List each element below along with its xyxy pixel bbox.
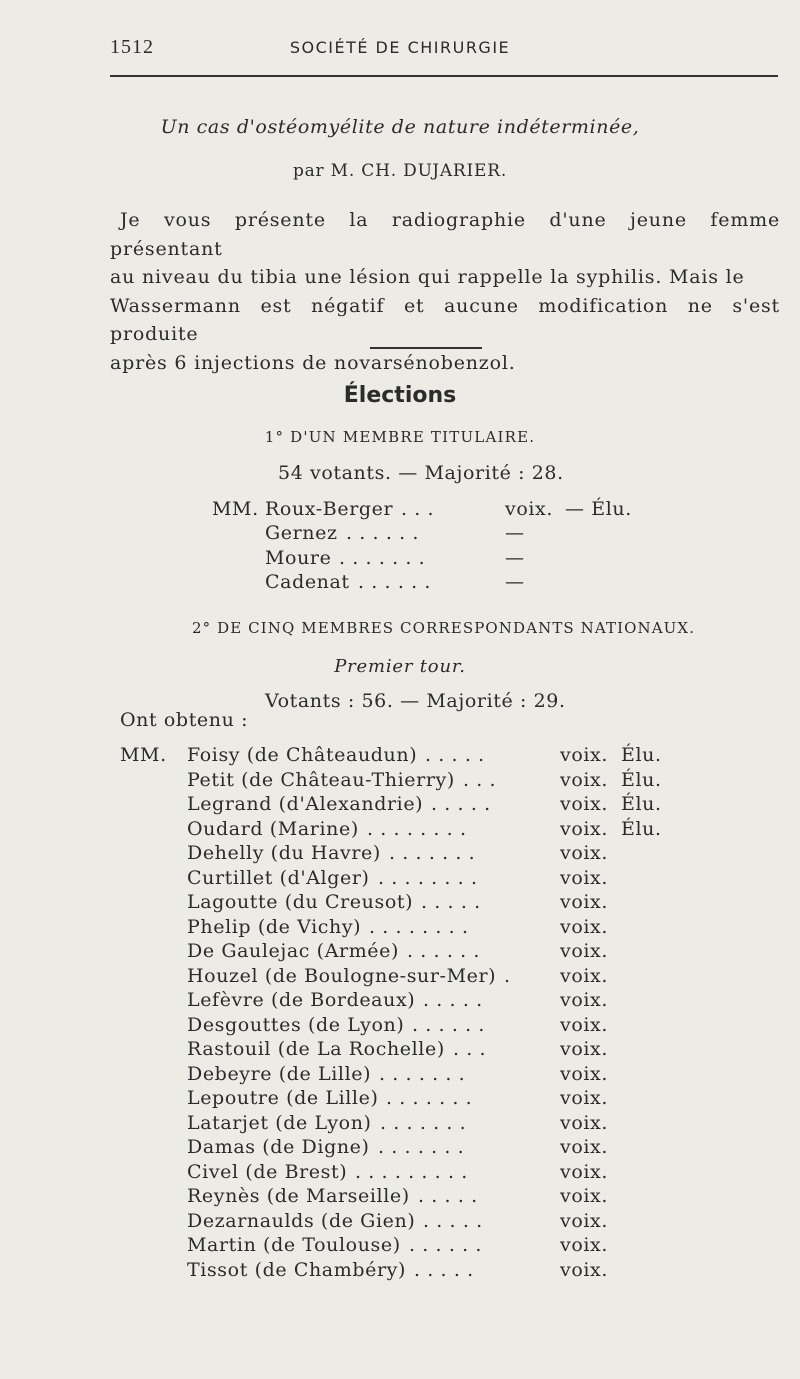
candidate-name: Phelip (de Vichy)	[187, 915, 362, 938]
elected-status: Élu.	[621, 768, 662, 791]
candidate-name: Legrand (d'Alexandrie)	[187, 793, 424, 815]
article-paragraph	[110, 206, 780, 377]
elected-status: Élu.	[621, 793, 662, 815]
leader-dots: . . . . . . . .	[369, 915, 469, 938]
vote-unit: voix.	[560, 817, 609, 840]
candidate-name: Curtillet (d'Alger)	[187, 866, 370, 889]
leader-dots: . . .	[453, 1038, 487, 1060]
vote-unit: voix.	[560, 768, 609, 791]
candidate-name: Foisy (de Châteaudun)	[187, 744, 418, 766]
leader-dots: . . . . . .	[409, 1234, 483, 1256]
vote-unit: voix.	[560, 915, 609, 938]
candidate-name: Petit (de Château-Thierry)	[187, 768, 455, 791]
running-head: SOCIÉTÉ DE CHIRURGIE	[289, 38, 511, 57]
leader-dots: . . . . . .	[346, 522, 420, 545]
vote-unit: —	[505, 570, 525, 593]
leader-dots: . . . . . .	[412, 1013, 486, 1036]
vote-unit: voix.	[560, 793, 609, 815]
candidate-name: Debeyre (de Lille)	[187, 1062, 372, 1085]
leader-dots: . . . . . . .	[389, 842, 476, 864]
vote-unit: voix.	[560, 1160, 609, 1183]
leader-dots: . . .	[401, 498, 435, 520]
page-number: 1512	[110, 36, 154, 58]
vote-unit: voix.	[560, 1013, 609, 1036]
elected-status: — Élu.	[565, 498, 632, 520]
paragraph-line: au niveau du tibia une lésion qui rappelle la syphilis. Mais le	[110, 266, 745, 288]
vote-unit: voix.	[560, 744, 609, 766]
obtained-label: Ont obtenu :	[120, 709, 249, 731]
article-author: par M. CH. DUJARIER.	[292, 161, 508, 181]
vote-unit: —	[505, 546, 525, 569]
vote-unit: voix.	[560, 1111, 609, 1134]
leader-dots: . . . . .	[418, 1185, 478, 1207]
mm-prefix: MM.	[120, 744, 167, 766]
leader-dots: . . . . .	[421, 891, 481, 913]
candidate-name: Civel (de Brest)	[187, 1160, 348, 1183]
candidate-name: Dehelly (du Havre)	[187, 842, 381, 864]
section-separator	[370, 347, 482, 349]
correspondants-summary: Votants : 56. — Majorité : 29.	[265, 690, 566, 712]
leader-dots: .	[504, 964, 511, 987]
candidate-name: Cadenat	[265, 570, 350, 593]
candidate-name: Reynès (de Marseille)	[187, 1185, 410, 1207]
vote-unit: voix.	[560, 1062, 609, 1085]
candidate-name: Latarjet (de Lyon)	[187, 1111, 372, 1134]
vote-unit: voix.	[560, 842, 609, 864]
leader-dots: . . . . . . .	[378, 1136, 465, 1158]
round-label: Premier tour.	[334, 656, 466, 677]
vote-unit: voix.	[560, 1185, 609, 1207]
leader-dots: . . . . . . .	[379, 1062, 466, 1085]
candidate-name: Rastouil (de La Rochelle)	[187, 1038, 445, 1060]
leader-dots: . . . . . .	[407, 940, 481, 962]
titulaire-subheading: 1° D'UN MEMBRE TITULAIRE.	[264, 428, 536, 446]
vote-unit: voix.	[560, 989, 609, 1011]
candidate-name: Martin (de Toulouse)	[187, 1234, 401, 1256]
leader-dots: . . . . . . . .	[367, 817, 467, 840]
vote-unit: voix.	[560, 940, 609, 962]
candidate-name: Moure	[265, 546, 332, 569]
header-rule	[110, 75, 778, 77]
vote-unit: voix.	[560, 1258, 609, 1281]
vote-unit: voix.	[560, 1209, 609, 1232]
leader-dots: . . . . . . .	[380, 1111, 467, 1134]
elected-status: Élu.	[621, 744, 662, 766]
vote-unit: voix.	[505, 498, 554, 520]
candidate-name: Dezarnaulds (de Gien)	[187, 1209, 416, 1232]
leader-dots: . . . . . . .	[339, 546, 426, 569]
leader-dots: . . . . .	[414, 1258, 474, 1281]
vote-unit: voix.	[560, 891, 609, 913]
candidate-name: Lagoutte (du Creusot)	[187, 891, 414, 913]
leader-dots: . . . . .	[431, 793, 491, 815]
vote-unit: voix.	[560, 1038, 609, 1060]
vote-unit: —	[505, 522, 525, 545]
vote-unit: voix.	[560, 1087, 609, 1109]
elections-heading: Élections	[343, 383, 457, 408]
candidate-name: Desgouttes (de Lyon)	[187, 1013, 405, 1036]
leader-dots: . . . . . .	[358, 570, 432, 593]
correspondants-subheading: 2° DE CINQ MEMBRES CORRESPONDANTS NATIONAUX.	[192, 619, 696, 637]
leader-dots: . . . . . . . . .	[355, 1160, 468, 1183]
paragraph-line: Je vous présente la radiographie d'une jeune femme présentant	[110, 209, 780, 260]
paragraph-line: Wassermann est négatif et aucune modification ne s'est produite	[110, 294, 780, 345]
leader-dots: . . . . .	[423, 1209, 483, 1232]
leader-dots: . . .	[463, 768, 497, 791]
vote-unit: voix.	[560, 866, 609, 889]
candidate-name: Houzel (de Boulogne-sur-Mer)	[187, 964, 497, 987]
candidate-name: Lefèvre (de Bordeaux)	[187, 989, 416, 1011]
candidate-name: Oudard (Marine)	[187, 817, 359, 840]
candidate-name: Lepoutre (de Lille)	[187, 1087, 379, 1109]
vote-unit: voix.	[560, 964, 609, 987]
article-title: Un cas d'ostéomyélite de nature indéterminée,	[160, 116, 640, 138]
paragraph-line: après 6 injections de novarsénobenzol.	[110, 351, 516, 374]
candidate-name: Tissot (de Chambéry)	[187, 1258, 406, 1281]
titulaire-summary: 54 votants. — Majorité : 28.	[278, 462, 564, 484]
leader-dots: . . . . . . .	[386, 1087, 473, 1109]
candidate-name: Damas (de Digne)	[187, 1136, 370, 1158]
candidate-name: Roux-Berger	[265, 498, 394, 520]
candidate-name: Gernez	[265, 522, 338, 545]
candidate-name: De Gaulejac (Armée)	[187, 940, 400, 962]
leader-dots: . . . . . . . .	[378, 866, 478, 889]
elected-status: Élu.	[621, 817, 662, 840]
vote-unit: voix.	[560, 1234, 609, 1256]
mm-prefix: MM.	[212, 498, 259, 520]
leader-dots: . . . . .	[423, 989, 483, 1011]
vote-unit: voix.	[560, 1136, 609, 1158]
leader-dots: . . . . .	[425, 744, 485, 766]
